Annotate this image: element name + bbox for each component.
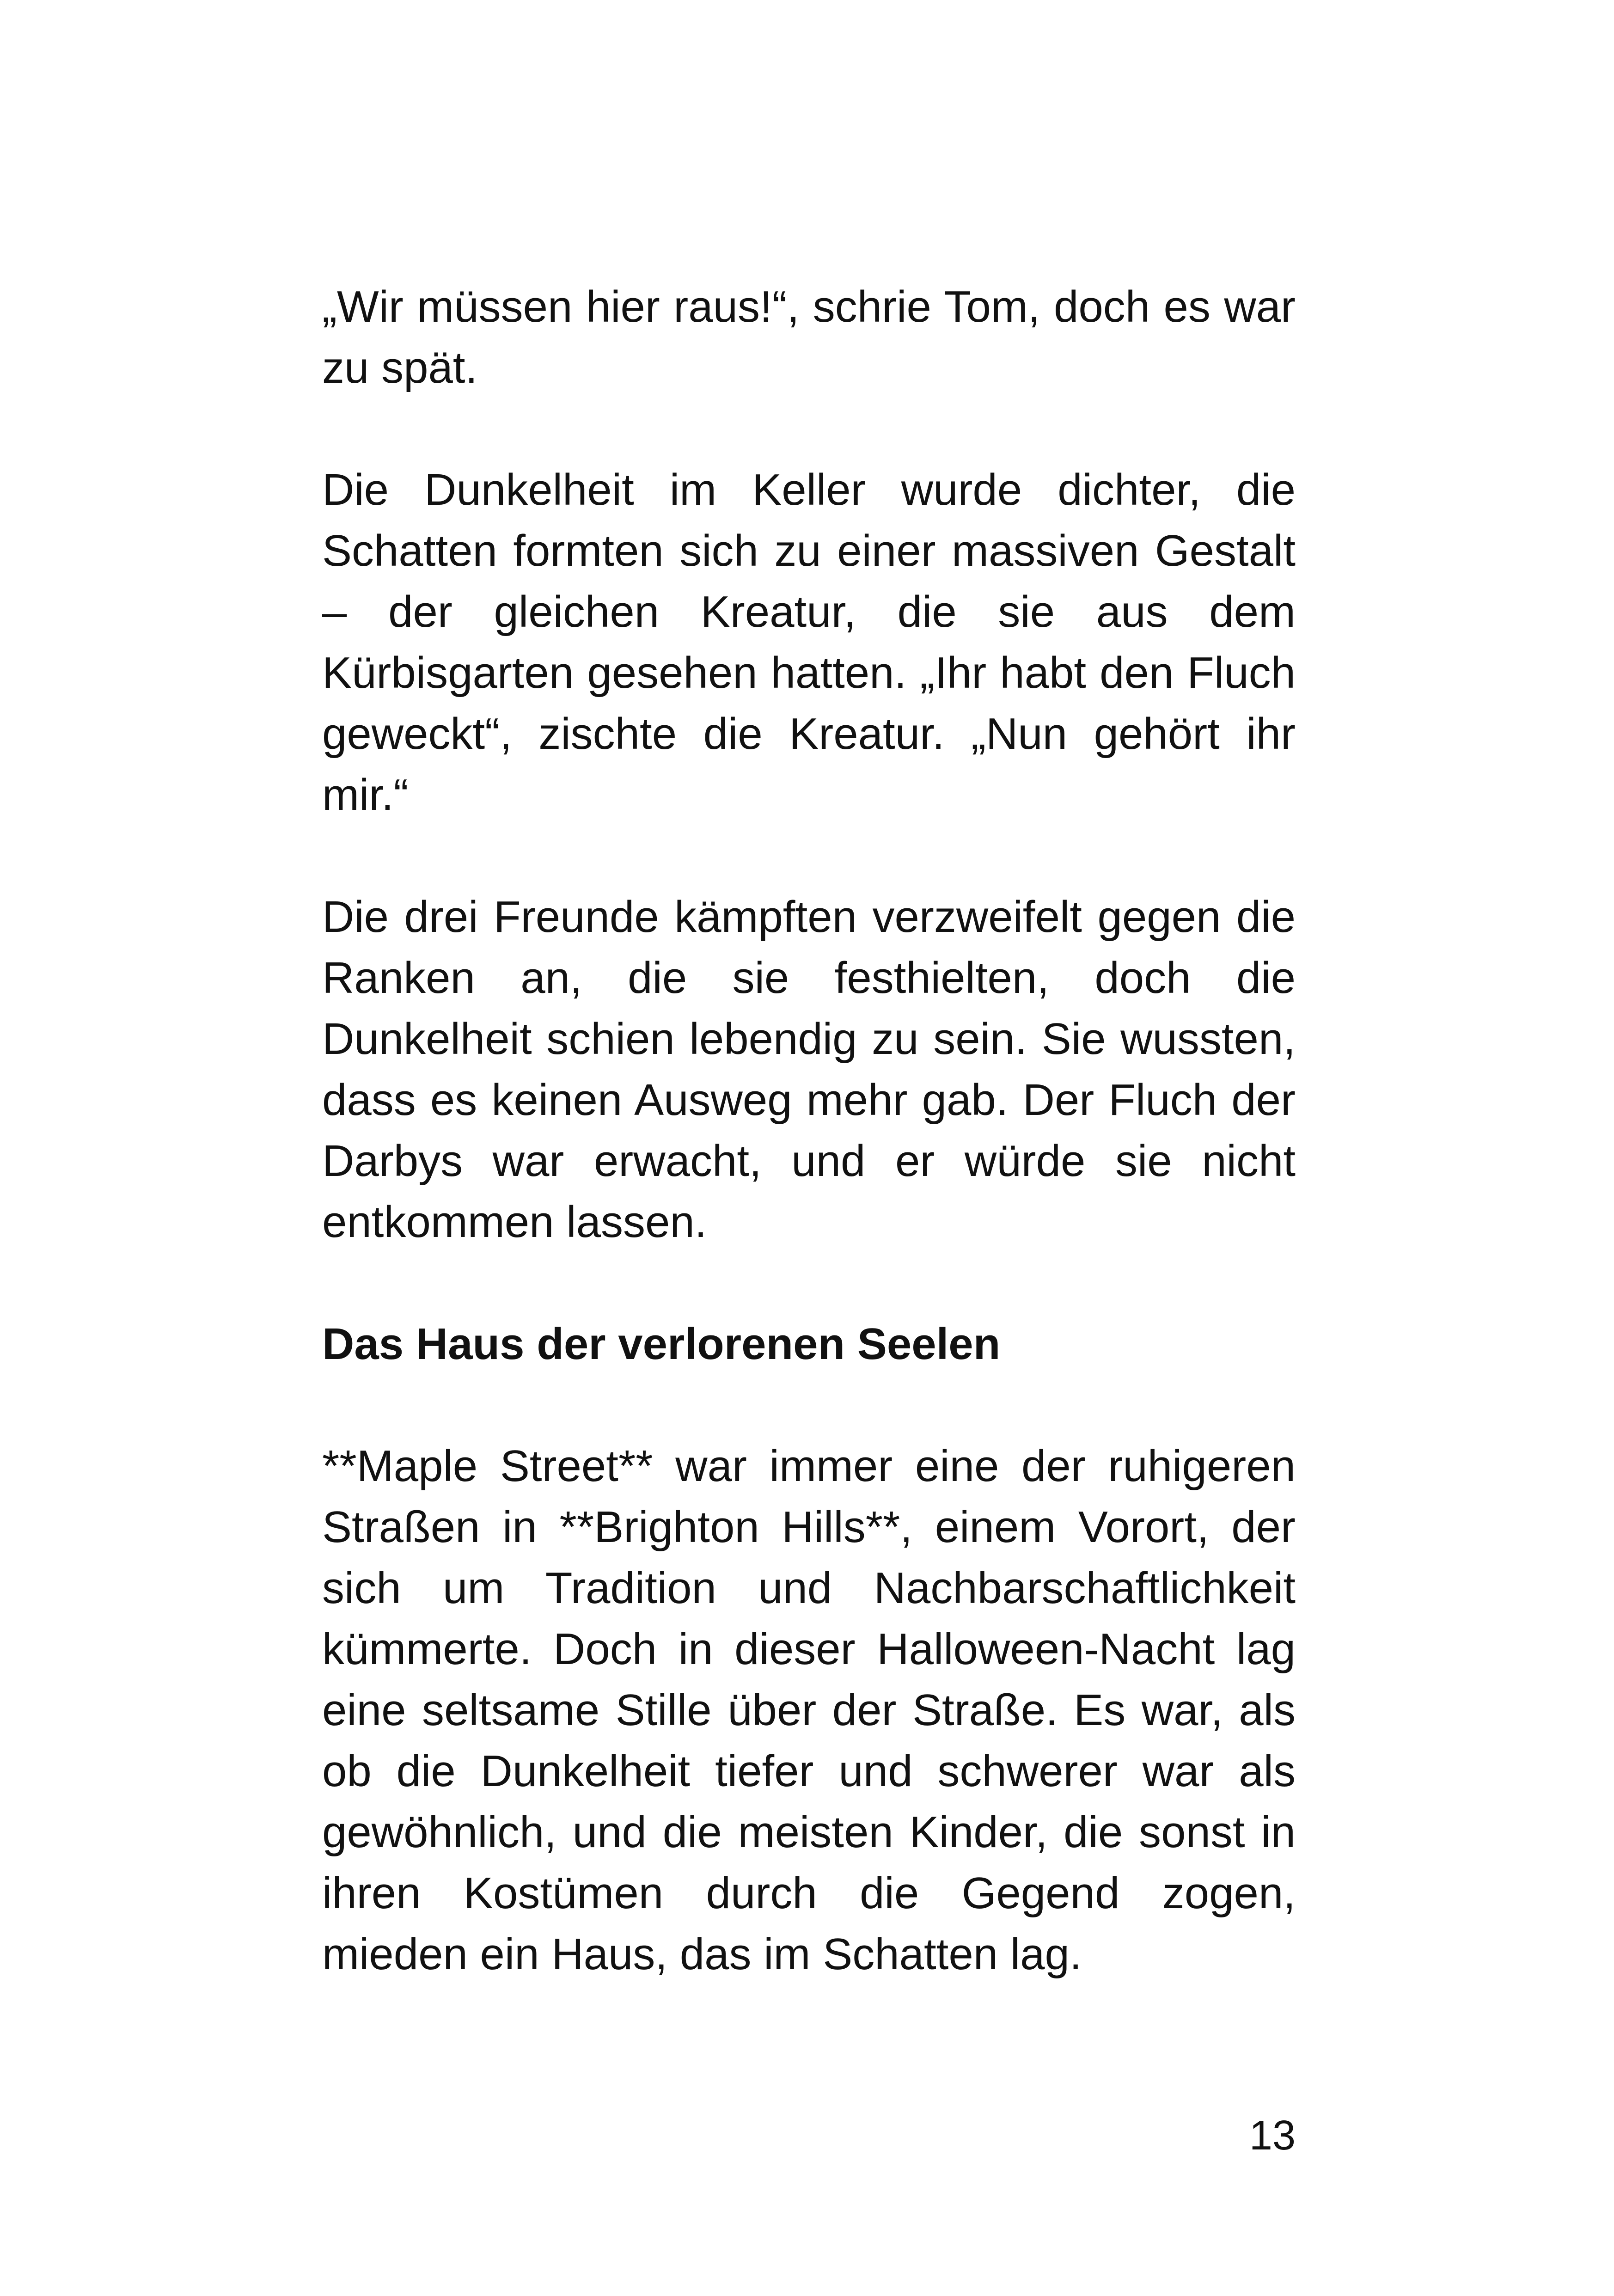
paragraph-spacer [322, 1375, 1296, 1436]
paragraph-spacer [322, 1253, 1296, 1314]
paragraph-spacer [322, 826, 1296, 887]
paragraph-3: Die drei Freunde kämpften verzweifelt gegen die Ranken an, die sie festhielten, doch die Dunkelheit schien lebendig zu sein. Sie wussten, dass es keinen Ausweg mehr gab. Der Fluch der Darbys war erwacht, und er würde sie nicht entkommen lassen. [322, 892, 1296, 1247]
paragraph-1: „Wir müssen hier raus!“, schrie Tom, doch es war zu spät. [322, 282, 1296, 392]
section-heading: Das Haus der verlorenen Seelen [322, 1319, 1001, 1369]
paragraph-spacer [322, 398, 1296, 459]
paragraph-2: Die Dunkelheit im Keller wurde dichter, die Schatten formten sich zu einer massiven Gestalt – der gleichen Kreatur, die sie aus dem Kürbisgarten gesehen hatten. „Ihr habt den Fluch geweckt“, zischte die Kreatur. „Nun gehört ihr mir.“ [322, 465, 1296, 820]
page-text-block [322, 276, 1296, 1985]
page-number: 13 [1249, 2112, 1296, 2159]
paragraph-4: **Maple Street** war immer eine der ruhigeren Straßen in **Brighton Hills**, einem Vorort, der sich um Tradition und Nachbarschaftlichkeit kümmerte. Doch in dieser Halloween-Nacht lag eine seltsame Stille über der Straße. Es war, als ob die Dunkelheit tiefer und schwerer war als gewöhnlich, und die meisten Kinder, die sonst in ihren Kostümen durch die Gegend zogen, mieden ein Haus, das im Schatten lag. [322, 1441, 1296, 1979]
